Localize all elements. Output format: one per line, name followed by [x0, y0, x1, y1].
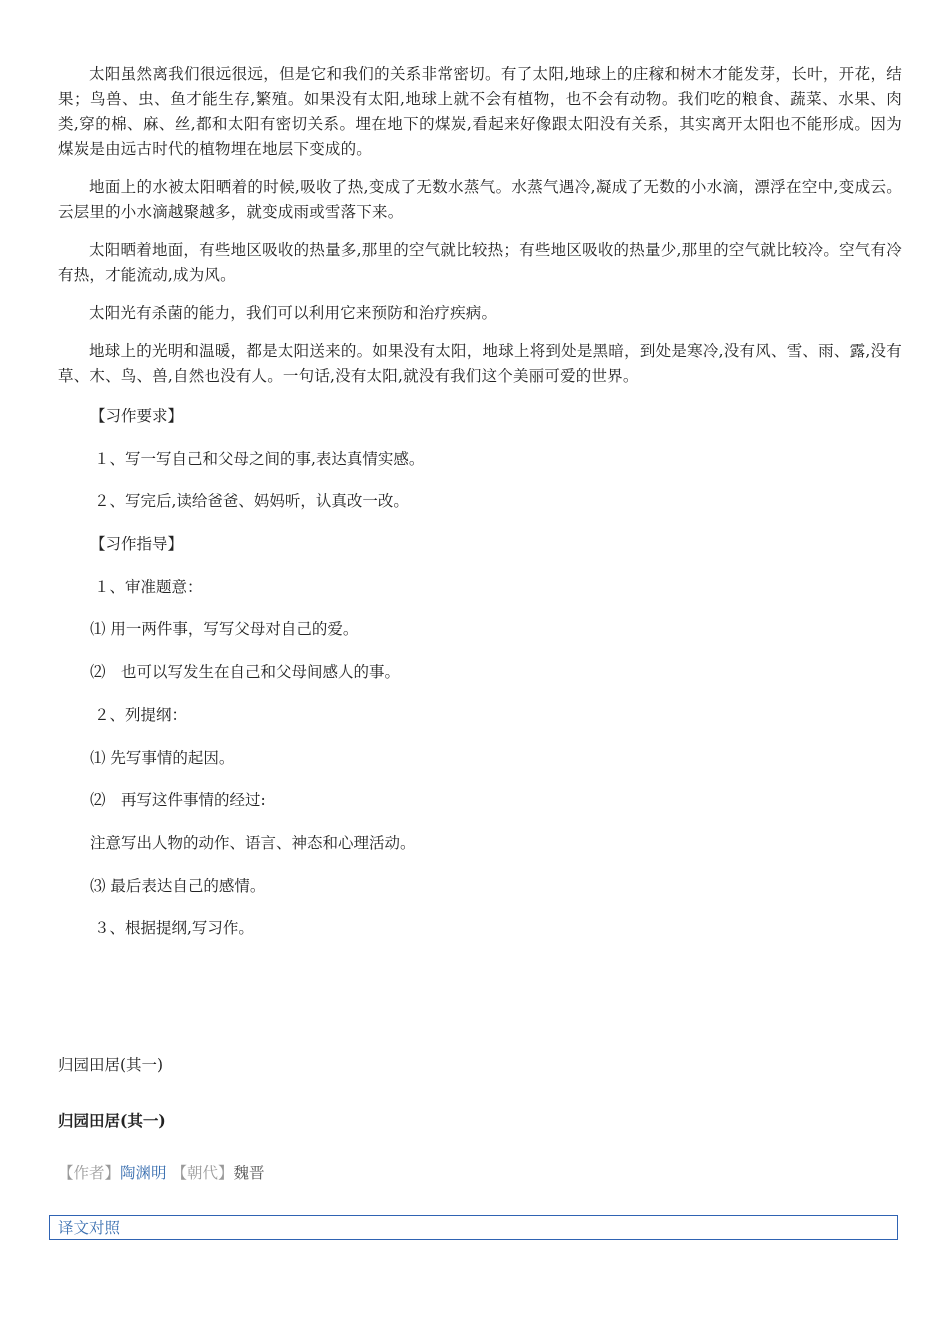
poem-title-plain: 归园田居(其一)	[58, 1056, 164, 1074]
guidance-step-1: １、审准题意：	[94, 577, 203, 596]
poem-meta	[58, 1161, 265, 1186]
translate-toggle-label: 译文对照	[58, 1219, 121, 1237]
author-link[interactable]: 陶渊明	[120, 1164, 167, 1182]
guidance-heading: 【习作指导】	[90, 535, 184, 554]
guidance-step-3: ３、根据提纲,写习作。	[94, 919, 254, 938]
guidance-step-2-note: 注意写出人物的动作、语言、神态和心理活动。	[90, 833, 416, 852]
guidance-step-2-c: ⑶ 最后表达自己的感情。	[90, 876, 266, 895]
paragraph-sun-summary: 地球上的光明和温暖，都是太阳送来的。如果没有太阳，地球上将到处是黑暗，到处是寒冷,没有风、雪、雨、露,没有草、木、鸟、兽,自然也没有人。一句话,没有太阳,就没有我们这个美丽可爱的世界。	[58, 342, 902, 385]
paragraph-sun-sterilize: 太阳光有杀菌的能力，我们可以利用它来预防和治疗疾病。	[89, 304, 498, 322]
guidance-step-1-b: ⑵ 也可以写发生在自己和父母间感人的事。	[90, 663, 401, 682]
paragraph-sun-wind: 太阳晒着地面，有些地区吸收的热量多,那里的空气就比较热；有些地区吸收的热量少,那里的空气就比较冷。空气有冷有热，才能流动,成为风。	[58, 241, 902, 284]
paragraph-sun-water: 地面上的水被太阳晒着的时候,吸收了热,变成了无数水蒸气。水蒸气遇冷,凝成了无数的小水滴，漂浮在空中,变成云。云层里的小水滴越聚越多，就变成雨或雪落下来。	[58, 178, 902, 221]
guidance-step-2-a: ⑴ 先写事情的起因。	[90, 748, 235, 767]
dynasty-label: 【朝代】	[171, 1164, 234, 1182]
requirement-item-2: ２、写完后,读给爸爸、妈妈听，认真改一改。	[94, 492, 409, 511]
requirements-heading: 【习作要求】	[90, 407, 184, 425]
guidance-step-2-b: ⑵ 再写这件事情的经过:	[90, 791, 266, 810]
translate-toggle-button[interactable]	[49, 1215, 898, 1240]
article-body	[58, 62, 902, 959]
guidance-step-2: ２、列提纲：	[94, 705, 188, 724]
dynasty-value: 魏晋	[233, 1164, 265, 1182]
requirement-item-1: １、写一写自己和父母之间的事,表达真情实感。	[94, 449, 425, 468]
poem-title-bold: 归园田居(其一)	[58, 1111, 166, 1130]
author-label: 【作者】	[58, 1164, 121, 1182]
guidance-step-1-a: ⑴ 用一两件事，写写父母对自己的爱。	[90, 620, 359, 639]
paragraph-sun-life: 太阳虽然离我们很远很远，但是它和我们的关系非常密切。有了太阳,地球上的庄稼和树木才能发芽，长叶，开花，结果；鸟兽、虫、鱼才能生存,繁殖。如果没有太阳,地球上就不会有植物，也不会有动物。我们吃的粮食、蔬菜、水果、肉类,穿的棉、麻、丝,都和太阳有密切关系。埋在地下的煤炭,看起来好像跟太阳没有关系，其实离开太阳也不能形成。因为煤炭是由远古时代的植物埋在地层下变成的。	[58, 65, 902, 158]
